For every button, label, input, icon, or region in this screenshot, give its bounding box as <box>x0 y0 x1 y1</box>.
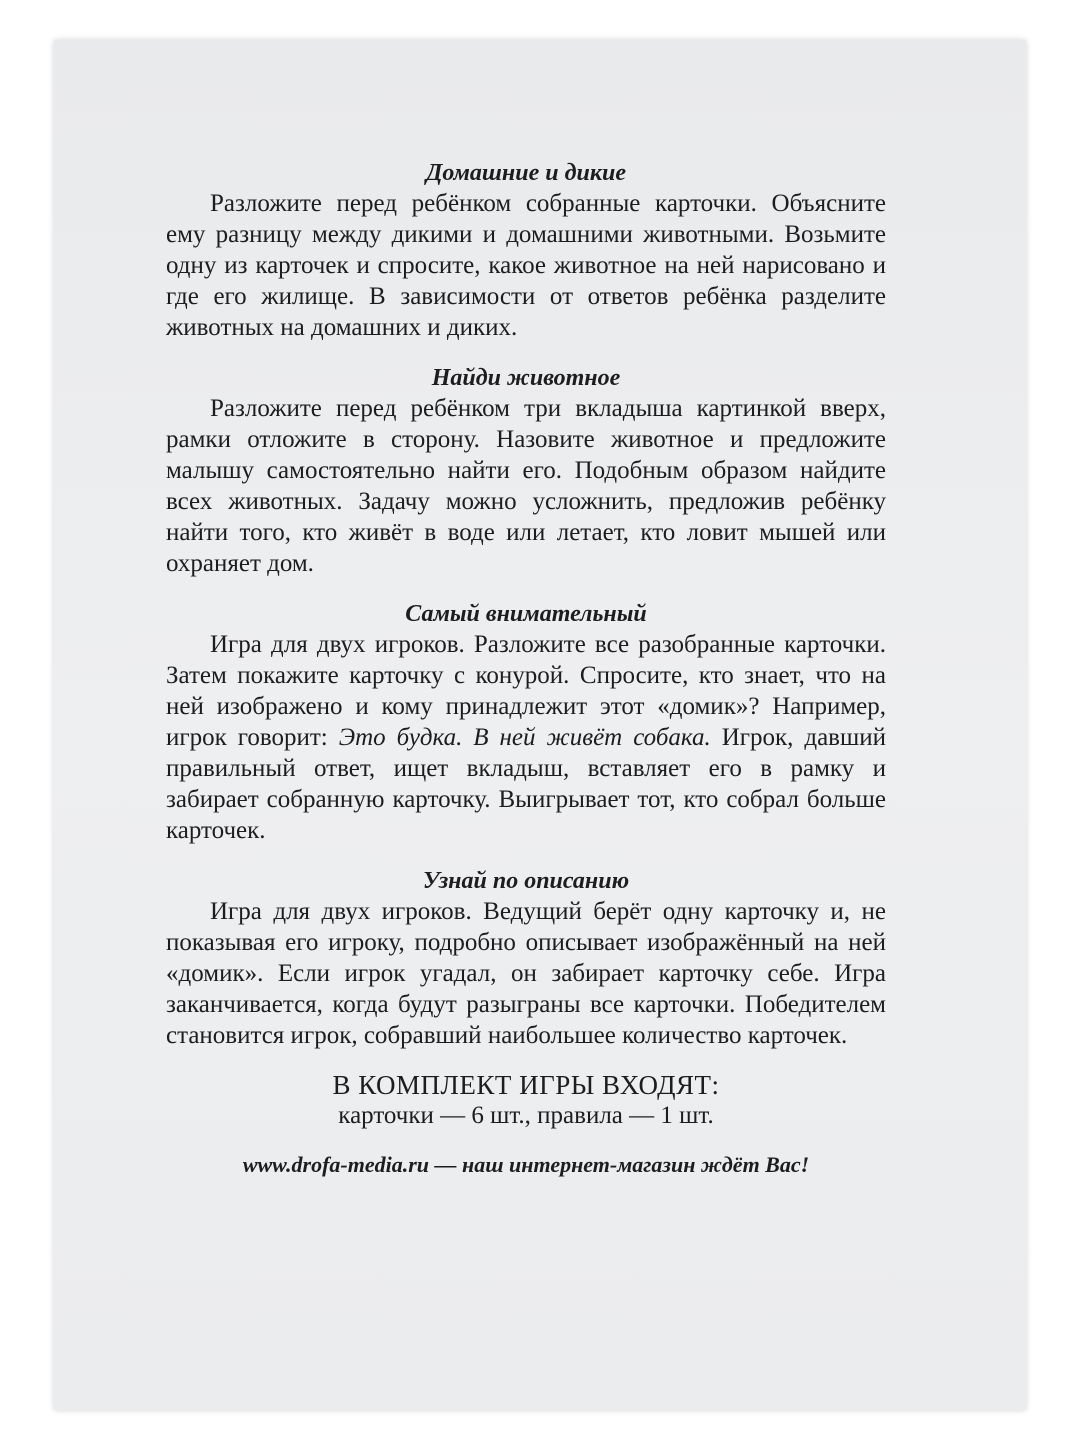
kit-contents <box>166 1069 886 1131</box>
section-title: Домашние и дикие <box>425 160 626 186</box>
section-text-end: Игрок, давший правильный ответ, ищет вкладыш, вставляет его в рамку и забирает собранную карточку. Выигрывает тот, кто собрал больше карточек. <box>166 724 886 844</box>
section-text <box>166 629 886 846</box>
kit-items: карточки — 6 шт., правила — 1 шт. <box>338 1102 714 1129</box>
section-text: Разложите перед ребёнком собранные карточки. Объясните ему разницу между дикими и домашними животными. Возьмите одну из карточек и спросите, какое животное на ней нарисовано и где его жилище. В зависимости от ответов ребёнка разделите животных на домашних и диких. <box>166 190 886 341</box>
section-text: Игра для двух игроков. Ведущий берёт одну карточку и, не показывая его игроку, подробно описывает изображённый на ней «домик». Если игрок угадал, он забирает карточку себе. Игра заканчивается, когда будут разыграны все карточки. Победителем становится игрок, собравший наибольшее количество карточек. <box>166 898 886 1049</box>
section-title: Узнай по описанию <box>422 868 630 894</box>
rules-content <box>166 158 886 1179</box>
rules-sheet <box>54 40 1026 1410</box>
section-text-start: Игра для двух игроков. Разложите все разобранные карточки. Затем покажите карточку с конурой. Спросите, кто знает, что на ней изображено и кому принадлежит этот «домик»? Например, игрок говорит: <box>166 631 886 751</box>
section-text-quote: Это будка. В ней живёт собака. <box>338 724 711 751</box>
section-find-animal <box>166 363 886 579</box>
section-most-attentive <box>166 599 886 846</box>
section-domestic-and-wild <box>166 158 886 343</box>
kit-title: В КОМПЛЕКТ ИГРЫ ВХОДЯТ: <box>332 1070 720 1100</box>
section-title: Найди животное <box>431 365 621 391</box>
section-guess-by-description <box>166 866 886 1051</box>
section-title: Самый внимательный <box>405 601 647 627</box>
section-text: Разложите перед ребёнком три вкладыша картинкой вверх, рамки отложите в сторону. Назовите животное и предложите малышу самостоятельно найти его. Подобным образом найдите всех животных. Задачу можно усложнить, предложив ребёнку найти того, кто живёт в воде или летает, кто ловит мышей или охраняет дом. <box>166 395 886 577</box>
footer-website: www.drofa-media.ru — наш интернет-магазин ждёт Вас! <box>242 1152 810 1177</box>
